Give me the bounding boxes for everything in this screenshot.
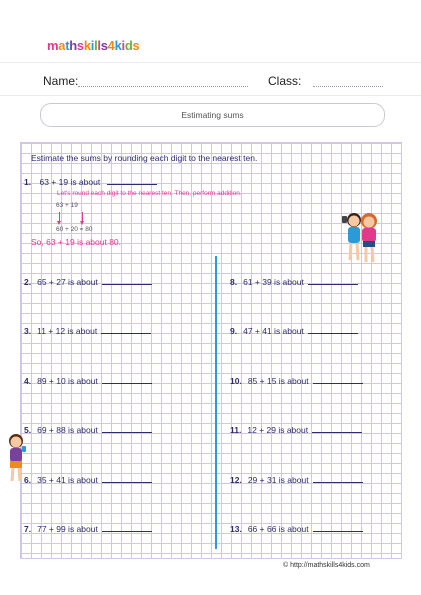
problem-number: 11. xyxy=(230,425,242,435)
problem-text: 66 + 66 is about xyxy=(247,524,309,534)
problem-row xyxy=(24,375,152,386)
answer-blank[interactable] xyxy=(313,523,363,532)
logo-letter: m xyxy=(47,38,59,53)
answer-blank[interactable] xyxy=(102,474,152,483)
answer-blank[interactable] xyxy=(102,523,152,532)
problem-row xyxy=(230,276,358,287)
footer-copyright: © http://mathskills4kids.com xyxy=(283,562,370,569)
example-rounded: 60 + 20 = 80 xyxy=(56,226,93,233)
logo-letter: a xyxy=(58,38,66,53)
problem-number: 4. xyxy=(24,376,32,386)
logo-letter: s xyxy=(100,38,108,53)
problem-number: 9. xyxy=(230,326,238,336)
problem-number: 3. xyxy=(24,326,32,336)
answer-blank[interactable] xyxy=(107,176,157,185)
kids-with-phone-illustration xyxy=(340,208,384,266)
problem-number: 8. xyxy=(230,277,238,287)
example-problem xyxy=(24,176,157,187)
problem-row xyxy=(24,523,152,534)
logo-letter: k xyxy=(83,38,91,53)
problem-text: 12 + 29 is about xyxy=(247,425,309,435)
logo-letter: 4 xyxy=(107,38,115,53)
problem-number: 5. xyxy=(24,425,32,435)
problem-row xyxy=(230,375,363,386)
problem-text: 65 + 27 is about xyxy=(37,277,98,287)
answer-blank[interactable] xyxy=(102,375,152,384)
answer-blank[interactable] xyxy=(313,474,363,483)
logo-letter: l xyxy=(94,38,98,53)
problem-row xyxy=(24,424,152,435)
arrow-icon xyxy=(82,212,83,222)
logo-letter: i xyxy=(90,38,95,53)
problem-row xyxy=(24,325,151,336)
example-answer: So, 63 + 19 is about 80. xyxy=(31,237,122,247)
name-label: Name: xyxy=(43,74,79,88)
answer-blank[interactable] xyxy=(308,276,358,285)
class-field[interactable] xyxy=(313,86,383,87)
logo-letter: d xyxy=(124,38,133,53)
problem-text: 85 + 15 is about xyxy=(247,376,309,386)
problem-number: 1. xyxy=(24,177,32,187)
class-label: Class: xyxy=(268,74,302,88)
problem-text: 11 + 12 is about xyxy=(37,326,98,336)
logo-letter: k xyxy=(114,38,122,53)
problem-text: 35 + 41 is about xyxy=(37,475,98,485)
logo-letter: i xyxy=(121,38,125,53)
problem-row xyxy=(24,276,152,287)
logo-letter: s xyxy=(76,38,84,53)
problem-number: 10. xyxy=(230,376,242,386)
logo-letter: t xyxy=(65,38,70,53)
problem-number: 13. xyxy=(230,524,242,534)
problem-text: 63 + 19 is about xyxy=(39,177,101,187)
logo-letter: h xyxy=(69,38,77,53)
example-original: 63 + 19 xyxy=(56,202,78,209)
problem-number: 7. xyxy=(24,524,32,534)
answer-blank[interactable] xyxy=(313,375,363,384)
answer-blank[interactable] xyxy=(308,325,358,334)
answer-blank[interactable] xyxy=(312,424,362,433)
problem-row xyxy=(230,523,363,534)
example-hint: Let's round each digit to the nearest ten. Then, perform addition. xyxy=(57,190,242,197)
answer-blank[interactable] xyxy=(101,325,151,334)
header-rule-2 xyxy=(0,95,421,96)
worksheet-title: Estimating sums xyxy=(40,103,385,127)
name-field[interactable] xyxy=(78,86,248,87)
header-rule xyxy=(0,62,421,63)
problem-number: 12. xyxy=(230,475,242,485)
answer-blank[interactable] xyxy=(102,424,152,433)
arrow-icon xyxy=(59,212,60,222)
problem-number: 2. xyxy=(24,277,32,287)
site-logo xyxy=(47,38,139,53)
problem-text: 61 + 39 is about xyxy=(243,277,304,287)
problem-text: 89 + 10 is about xyxy=(37,376,98,386)
problem-text: 29 + 31 is about xyxy=(247,475,309,485)
problem-row xyxy=(230,325,358,336)
problem-number: 6. xyxy=(24,475,32,485)
logo-letter: l xyxy=(97,38,101,53)
problem-row xyxy=(24,474,152,485)
problem-text: 69 + 88 is about xyxy=(37,425,98,435)
instructions: Estimate the sums by rounding each digit to the nearest ten. xyxy=(31,153,258,163)
answer-blank[interactable] xyxy=(102,276,152,285)
problem-row xyxy=(230,424,362,435)
logo-letter: s xyxy=(132,38,140,53)
problem-text: 47 + 41 is about xyxy=(243,326,304,336)
column-divider xyxy=(215,256,217,549)
problem-text: 77 + 99 is about xyxy=(37,524,98,534)
problem-row xyxy=(230,474,363,485)
